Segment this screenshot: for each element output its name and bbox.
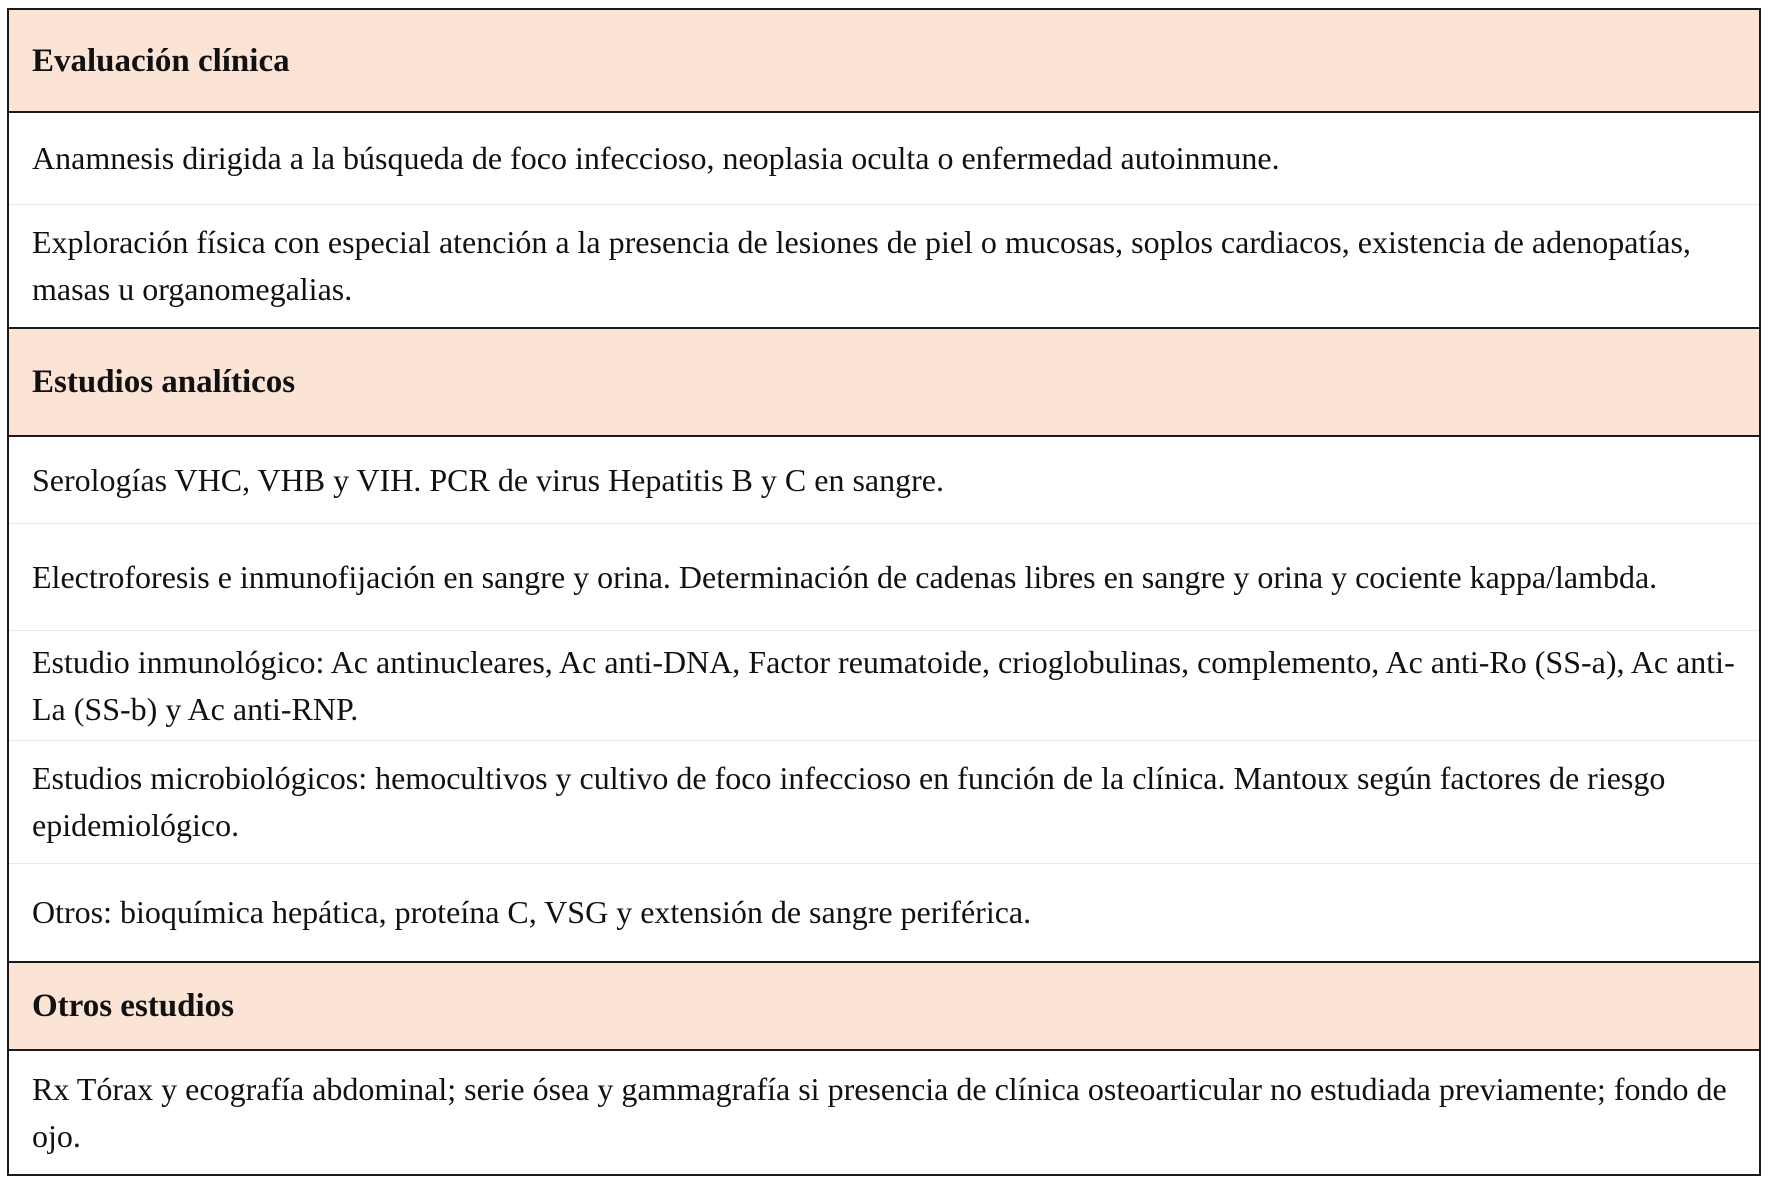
- section-title: Evaluación clínica: [32, 42, 290, 79]
- row-text: Anamnesis dirigida a la búsqueda de foco infeccioso, neoplasia oculta o enfermedad autoinmune.: [32, 140, 1280, 176]
- table-row: [9, 205, 1759, 327]
- row-text: Estudio inmunológico: Ac antinucleares, Ac anti-DNA, Factor reumatoide, crioglobulinas, complemento, Ac anti-Ro (SS-a), Ac anti-La (SS-b) y Ac anti-RNP.: [32, 643, 1735, 727]
- table-row: [9, 113, 1759, 205]
- section-header-estudios-analiticos: [9, 327, 1759, 437]
- row-text: Otros: bioquímica hepática, proteína C, VSG y extensión de sangre periférica.: [32, 894, 1032, 930]
- row-text: Estudios microbiológicos: hemocultivos y cultivo de foco infeccioso en función de la clínica. Mantoux según factores de riesgo epidemiológico.: [32, 760, 1666, 843]
- row-text: Rx Tórax y ecografía abdominal; serie ósea y gammagrafía si presencia de clínica osteoarticular no estudiada previamente; fondo de ojo.: [32, 1070, 1727, 1154]
- row-text: Electroforesis e inmunofijación en sangre y orina. Determinación de cadenas libres en sangre y orina y cociente kappa/lambda.: [32, 558, 1658, 595]
- row-text: Serologías VHC, VHB y VIH. PCR de virus Hepatitis B y C en sangre.: [32, 461, 944, 498]
- clinical-workup-table: [7, 8, 1761, 1176]
- table-row: [9, 864, 1759, 961]
- section-title: Otros estudios: [32, 988, 234, 1024]
- section-header-otros-estudios: [9, 961, 1759, 1051]
- table-row: [9, 524, 1759, 631]
- table-row: [9, 741, 1759, 864]
- row-text: Exploración física con especial atención a la presencia de lesiones de piel o mucosas, soplos cardiacos, existencia de adenopatías, masas u organomegalias.: [32, 224, 1691, 307]
- table-row: [9, 631, 1759, 741]
- section-header-evaluacion-clinica: [9, 10, 1759, 113]
- table-row: [9, 1051, 1759, 1174]
- table-row: [9, 437, 1759, 524]
- section-title: Estudios analíticos: [32, 364, 296, 400]
